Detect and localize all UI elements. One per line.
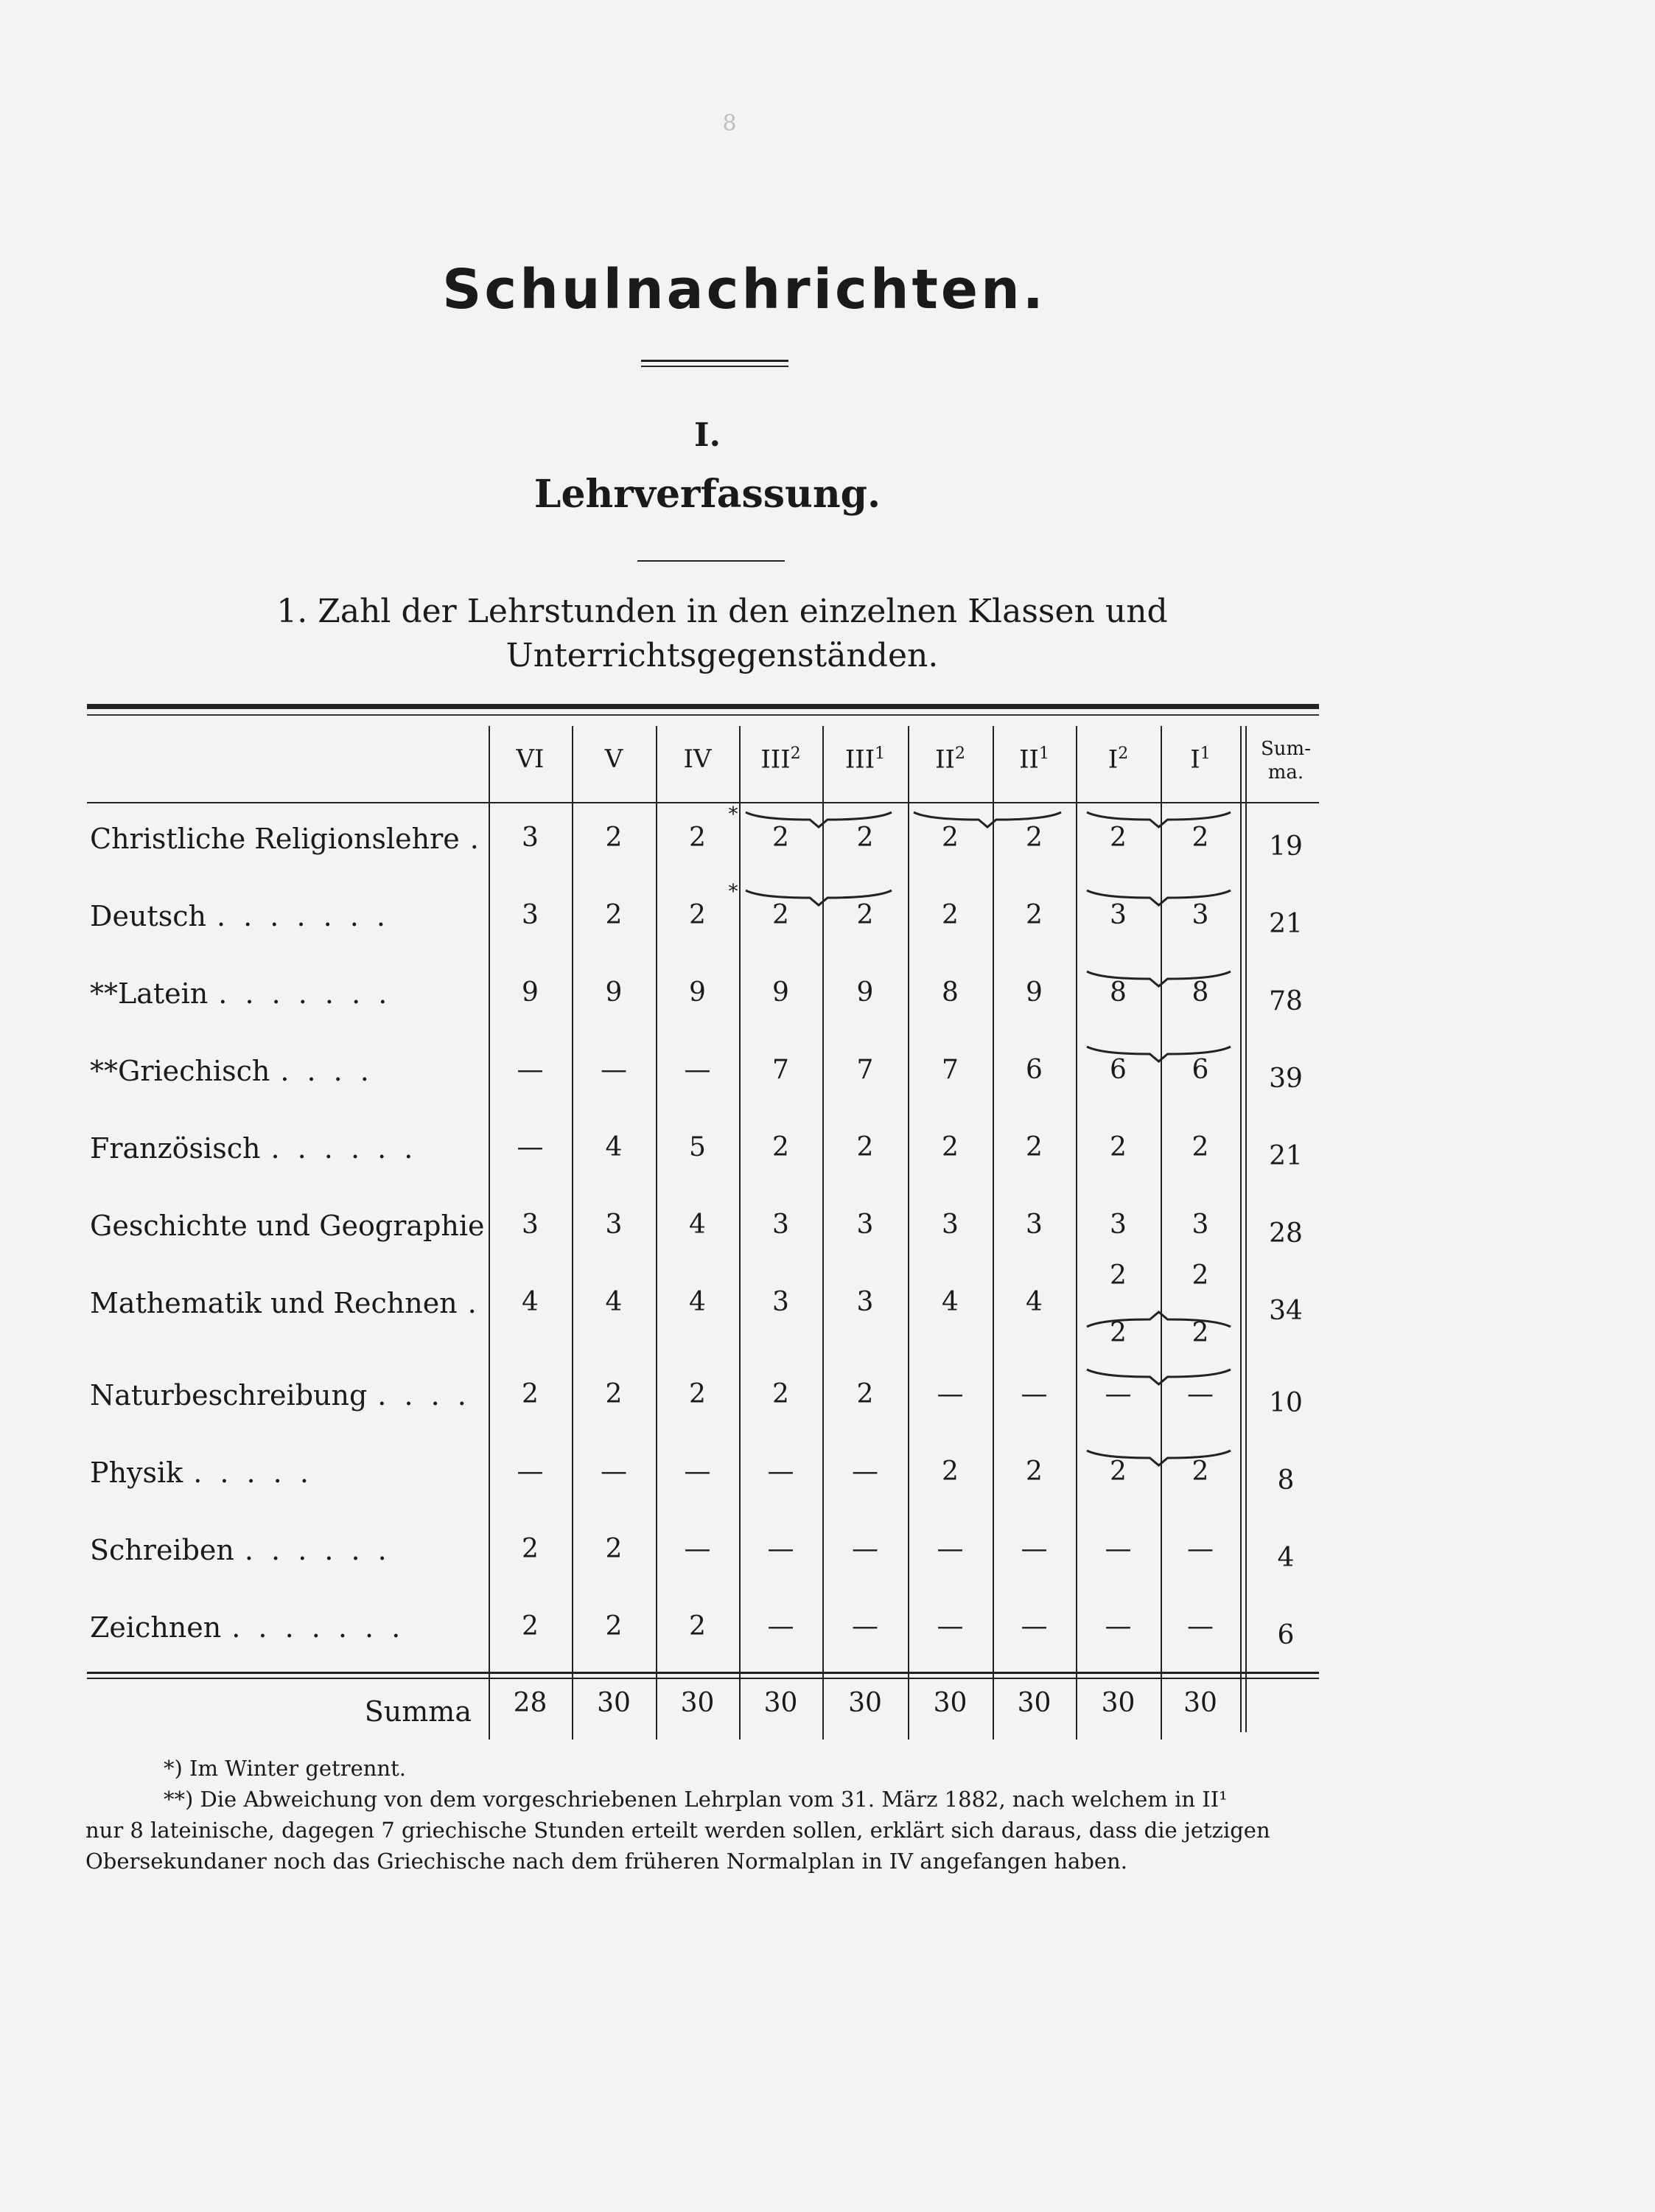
table-cell: 2 <box>1110 823 1127 853</box>
table-cell: — <box>1021 1534 1048 1564</box>
table-cell: — <box>684 1534 711 1564</box>
column-divider <box>572 726 573 1740</box>
row-label-text: Geschichte und Geographie <box>90 1210 485 1242</box>
page-number: 8 <box>722 111 737 136</box>
row-label-text: Deutsch <box>90 900 206 932</box>
table-cell: 6 <box>1110 1055 1127 1085</box>
footnote-2-line3: Obersekundaner noch das Griechische nach dem früheren Normalplan in IV angefangen haben. <box>85 1849 1127 1874</box>
table-cell: — <box>517 1055 544 1085</box>
table-cell: 2 <box>522 1611 539 1641</box>
table-cell: 8 <box>1192 977 1209 1008</box>
table-cell: 2 <box>1026 1132 1043 1162</box>
row-total: 21 <box>1269 1141 1303 1171</box>
table-cell: 3 <box>1110 900 1127 930</box>
column-header-label: III <box>844 744 875 775</box>
header-bottom-rule <box>87 802 1319 803</box>
table-cell: 2 <box>1110 1132 1127 1162</box>
sum-header-line1: Sum- <box>1261 738 1311 760</box>
table-cell: 5 <box>689 1132 706 1162</box>
column-header-label: I <box>1190 744 1200 775</box>
sum-column-header <box>1245 737 1326 784</box>
table-cell: — <box>767 1456 794 1487</box>
table-cell: 4 <box>605 1287 623 1317</box>
column-divider <box>739 726 741 1740</box>
summa-rule-2 <box>87 1678 1319 1679</box>
row-label <box>90 1210 485 1242</box>
column-header <box>993 744 1076 774</box>
table-cell: 7 <box>942 1055 959 1085</box>
table-cell: — <box>852 1456 878 1487</box>
table-cell: 3 <box>1192 1210 1209 1240</box>
table-cell: 2 <box>772 1132 789 1162</box>
table-cell: — <box>1105 1611 1132 1641</box>
table-cell: — <box>684 1055 711 1085</box>
table-cell: 3 <box>605 1210 623 1240</box>
table-cell: 3 <box>856 1210 874 1240</box>
table-cell: — <box>852 1611 878 1641</box>
table-cell: 2 <box>689 900 706 930</box>
table-cell: 9 <box>522 977 539 1008</box>
table-cell: 4 <box>689 1210 706 1240</box>
table-cell: 2 <box>1192 823 1209 853</box>
table-cell: 3 <box>1026 1210 1043 1240</box>
table-cell: 2 <box>1026 900 1043 930</box>
table-top-rule-thin <box>87 714 1319 716</box>
column-header <box>572 744 656 774</box>
sum-header-line2: ma. <box>1267 761 1304 784</box>
row-label-leader: . . . . <box>280 1055 374 1087</box>
table-cell: 4 <box>689 1287 706 1317</box>
summa-cell: 30 <box>1183 1688 1217 1718</box>
table-cell: 2 <box>772 900 789 930</box>
table-cell: — <box>517 1132 544 1162</box>
table-cell: — <box>767 1534 794 1564</box>
row-total: 10 <box>1269 1388 1303 1418</box>
table-cell: 9 <box>772 977 789 1008</box>
table-cell: 6 <box>1192 1055 1209 1085</box>
column-divider <box>656 726 657 1740</box>
column-divider <box>908 726 909 1740</box>
column-header <box>739 744 822 774</box>
column-header-sup: 1 <box>875 744 886 763</box>
table-cell: 2 <box>605 1379 623 1409</box>
table-cell: 2 <box>605 1534 623 1564</box>
table-cell: 9 <box>605 977 623 1008</box>
column-header-label: IV <box>683 744 712 774</box>
row-label-text: Christliche Religionslehre <box>90 823 460 855</box>
column-header <box>908 744 993 774</box>
row-label-text: **Griechisch <box>90 1055 270 1087</box>
row-total: 34 <box>1269 1296 1303 1326</box>
row-label-leader: . . . . . . <box>270 1132 418 1165</box>
table-cell: — <box>601 1456 627 1487</box>
table-cell: 2 <box>772 823 789 853</box>
column-header <box>489 744 572 774</box>
table-cell: 2 <box>942 1456 959 1487</box>
subsection-title-line2: Unterrichtsgegenständen. <box>505 637 939 674</box>
table-cell: 4 <box>1026 1287 1043 1317</box>
column-header-sup: 1 <box>1200 744 1211 763</box>
table-cell: — <box>1187 1611 1214 1641</box>
table-cell: 2 <box>856 1379 874 1409</box>
table-cell: — <box>1187 1379 1214 1409</box>
table-cell: 6 <box>1026 1055 1043 1085</box>
table-cell: 2 <box>689 823 706 853</box>
row-label-leader: . . . . . <box>193 1456 313 1489</box>
table-cell: — <box>852 1534 878 1564</box>
column-divider <box>489 726 490 1740</box>
subsection-title <box>243 590 1201 678</box>
row-label-leader: . . . . . . . <box>218 977 392 1010</box>
table-cell: 8 <box>1110 977 1127 1008</box>
table-cell: 2 <box>1026 1456 1043 1487</box>
row-label-leader: . <box>469 823 483 855</box>
table-cell: 7 <box>856 1055 874 1085</box>
table-cell: 3 <box>522 823 539 853</box>
row-total: 19 <box>1269 831 1303 862</box>
table-cell: 4 <box>522 1287 539 1317</box>
table-cell: 3 <box>1110 1210 1127 1240</box>
table-cell: — <box>937 1379 964 1409</box>
table-cell: 2 <box>856 1132 874 1162</box>
table-cell: 3 <box>856 1287 874 1317</box>
subsection-title-line1: 1. Zahl der Lehrstunden in den einzelnen Klassen und <box>276 593 1168 630</box>
summa-cell: 30 <box>1101 1688 1136 1718</box>
table-cell: 3 <box>1192 900 1209 930</box>
summa-cell: 30 <box>597 1688 631 1718</box>
table-cell: 2 <box>942 1132 959 1162</box>
row-label-text: Naturbeschreibung <box>90 1379 368 1412</box>
table-cell: 9 <box>1026 977 1043 1008</box>
row-label-leader: . . . . . . <box>244 1534 391 1566</box>
table-cell: 2 <box>689 1379 706 1409</box>
table-cell: 2 <box>856 900 874 930</box>
row-label <box>90 1379 471 1412</box>
row-label <box>90 1611 405 1644</box>
column-header-label: VI <box>516 744 545 774</box>
column-header <box>822 744 908 774</box>
row-label-leader: . . . . . . . <box>231 1611 405 1644</box>
row-label <box>90 1132 417 1165</box>
row-label-text: Mathematik und Rechnen <box>90 1287 458 1319</box>
table-cell: — <box>1021 1611 1048 1641</box>
table-cell: 2 <box>942 823 959 853</box>
row-label-leader: . <box>467 1287 481 1319</box>
table-cell: 2 <box>856 823 874 853</box>
row-label <box>90 1534 391 1566</box>
table-cell: 2 <box>1192 1132 1209 1162</box>
table-cell: 2 <box>1192 1260 1209 1291</box>
table-cell: — <box>937 1611 964 1641</box>
row-label <box>90 1456 313 1489</box>
table-cell: — <box>1105 1534 1132 1564</box>
row-total: 78 <box>1269 986 1303 1016</box>
column-header <box>1076 744 1161 774</box>
row-label-text: Zeichnen <box>90 1611 222 1644</box>
winter-note-mark: * <box>728 803 738 826</box>
section-numeral: I. <box>694 416 721 454</box>
title-underline <box>641 360 788 362</box>
summa-cell: 30 <box>1017 1688 1052 1718</box>
table-cell-lower: 2 <box>1110 1318 1127 1348</box>
footnote-2-line1: **) Die Abweichung von dem vorgeschriebenen Lehrplan vom 31. März 1882, nach welchem in II¹ <box>164 1787 1228 1812</box>
section-title: Lehrverfassung. <box>533 472 881 517</box>
column-header-sup: 2 <box>954 744 965 763</box>
column-header-sup: 2 <box>1118 744 1129 763</box>
table-cell: — <box>767 1611 794 1641</box>
column-divider <box>1240 726 1242 1732</box>
table-cell: 3 <box>522 1210 539 1240</box>
summa-rule <box>87 1672 1319 1674</box>
row-label <box>90 900 390 932</box>
row-label <box>90 823 483 855</box>
table-cell: 4 <box>942 1287 959 1317</box>
summa-cell: 30 <box>848 1688 882 1718</box>
row-label <box>90 977 391 1010</box>
table-cell: 3 <box>772 1287 789 1317</box>
row-total: 28 <box>1269 1218 1303 1249</box>
summa-label: Summa <box>364 1695 472 1728</box>
row-label <box>90 1287 481 1319</box>
table-cell: 2 <box>605 900 623 930</box>
column-header-label: I <box>1108 744 1119 775</box>
winter-note-mark: * <box>728 881 738 903</box>
table-cell: 9 <box>856 977 874 1008</box>
table-cell-lower: 2 <box>1192 1318 1209 1348</box>
row-total: 8 <box>1277 1465 1295 1496</box>
table-cell: 2 <box>605 1611 623 1641</box>
table-cell: 3 <box>772 1210 789 1240</box>
table-cell: 7 <box>772 1055 789 1085</box>
row-total: 39 <box>1269 1064 1303 1094</box>
table-cell: 2 <box>1110 1260 1127 1291</box>
table-cell: 2 <box>1192 1456 1209 1487</box>
table-cell: 8 <box>942 977 959 1008</box>
row-total: 4 <box>1277 1543 1295 1573</box>
table-cell: — <box>601 1055 627 1085</box>
table-cell: 2 <box>689 1611 706 1641</box>
table-cell: 2 <box>1026 823 1043 853</box>
row-label-text: Physik <box>90 1456 183 1489</box>
table-top-rule <box>87 704 1319 709</box>
summa-cell: 30 <box>933 1688 968 1718</box>
summa-cell: 30 <box>763 1688 798 1718</box>
column-header-label: II <box>1019 744 1039 775</box>
column-header <box>656 744 739 774</box>
footnote-1: *) Im Winter getrennt. <box>164 1756 406 1781</box>
row-label-leader: . . . . . . . <box>216 900 390 932</box>
table-cell: 2 <box>522 1534 539 1564</box>
column-header-label: V <box>604 744 623 774</box>
column-header-sup: 2 <box>790 744 801 763</box>
table-cell: 2 <box>522 1379 539 1409</box>
footnote-2-line2: nur 8 lateinische, dagegen 7 griechische Stunden erteilt werden sollen, erklärt sich daraus, dass die jetzigen <box>85 1818 1270 1843</box>
column-header-sup: 1 <box>1038 744 1049 763</box>
table-cell: 3 <box>522 900 539 930</box>
table-cell: 9 <box>689 977 706 1008</box>
table-cell: 2 <box>942 900 959 930</box>
table-cell: 4 <box>605 1132 623 1162</box>
document-title: Schulnachrichten. <box>442 258 1046 321</box>
table-cell: — <box>684 1456 711 1487</box>
column-header <box>1161 744 1240 774</box>
row-label <box>90 1055 374 1087</box>
table-cell: — <box>1187 1534 1214 1564</box>
table-cell: 2 <box>605 823 623 853</box>
column-divider <box>1076 726 1077 1740</box>
table-cell: 3 <box>942 1210 959 1240</box>
table-cell: 2 <box>772 1379 789 1409</box>
column-divider <box>1161 726 1162 1740</box>
sum-column-divider <box>1245 726 1247 1732</box>
row-label-text: Schreiben <box>90 1534 234 1566</box>
row-total: 21 <box>1269 909 1303 939</box>
column-header-label: III <box>760 744 791 775</box>
section-title-underline <box>637 560 785 562</box>
row-label-text: **Latein <box>90 977 209 1010</box>
row-label-leader: . . . . <box>377 1379 471 1412</box>
summa-cell: 28 <box>513 1688 547 1718</box>
column-header-label: II <box>935 744 955 775</box>
row-label-text: Französisch <box>90 1132 261 1165</box>
table-cell: — <box>1021 1379 1048 1409</box>
column-divider <box>993 726 994 1740</box>
table-cell: 2 <box>1110 1456 1127 1487</box>
title-underline-2 <box>641 366 788 367</box>
row-total: 6 <box>1277 1620 1295 1650</box>
table-cell: — <box>937 1534 964 1564</box>
table-cell: — <box>1105 1379 1132 1409</box>
column-divider <box>822 726 824 1740</box>
table-cell: — <box>517 1456 544 1487</box>
summa-cell: 30 <box>680 1688 715 1718</box>
